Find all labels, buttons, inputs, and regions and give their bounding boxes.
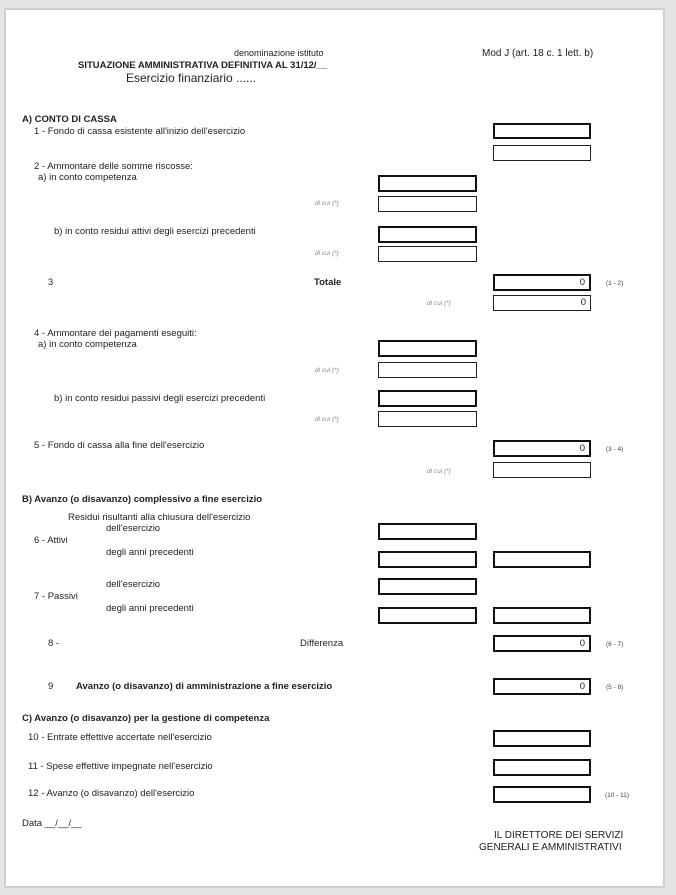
- row-6-esercizio-label: dell'esercizio: [106, 523, 161, 534]
- row-7-esercizio-input[interactable]: [378, 578, 477, 595]
- residui-label: Residui risultanti alla chiusura dell'esercizio: [68, 512, 251, 523]
- row-1-input-2[interactable]: [493, 145, 591, 161]
- row-3-note-input[interactable]: 0: [493, 295, 591, 311]
- row-2b-input[interactable]: [378, 226, 477, 243]
- row-2b-label: b) in conto residui attivi degli esercizi precedenti: [54, 226, 256, 237]
- document-title: SITUAZIONE AMMINISTRATIVA DEFINITIVA AL 31/12/__: [78, 60, 328, 71]
- row-12-label: 12 - Avanzo (o disavanzo) dell'esercizio: [28, 788, 195, 799]
- section-b-title: B) Avanzo (o disavanzo) complessivo a fine esercizio: [22, 494, 263, 505]
- row-8-label: Differenza: [300, 638, 344, 649]
- row-5-label: 5 - Fondo di cassa alla fine dell'esercizio: [34, 440, 205, 451]
- institute-name: denominazione istituto: [234, 48, 324, 58]
- row-11-label: 11 - Spese effettive impegnate nell'esercizio: [28, 761, 213, 772]
- row-8-formula: (6 - 7): [606, 641, 624, 648]
- row-7-precedenti-input[interactable]: [378, 607, 477, 624]
- row-7-precedenti-label: degli anni precedenti: [106, 603, 194, 614]
- row-8-input[interactable]: 0: [493, 635, 591, 652]
- signature-title-line1: IL DIRETTORE DEI SERVIZI: [494, 830, 624, 841]
- row-9-formula: (5 - 8): [606, 684, 624, 691]
- row-2b-note: di cui (*): [315, 250, 339, 257]
- row-6-precedenti-label: degli anni precedenti: [106, 547, 194, 558]
- row-1-label: 1 - Fondo di cassa esistente all'inizio dell'esercizio: [34, 126, 246, 137]
- row-4a-note: di cui (*): [315, 367, 339, 374]
- row-1-input[interactable]: [493, 123, 591, 139]
- row-5-formula: (3 - 4): [606, 446, 624, 453]
- row-4b-note: di cui (*): [315, 416, 339, 423]
- row-4b-input[interactable]: [378, 390, 477, 407]
- row-6-esercizio-input[interactable]: [378, 523, 477, 540]
- row-5-note: di cui (*): [427, 468, 451, 475]
- row-3-total-input[interactable]: 0: [493, 274, 591, 291]
- row-9-number: 9: [48, 681, 54, 692]
- row-4a-note-input[interactable]: [378, 362, 477, 378]
- date-field: Data __/__/__: [22, 818, 82, 829]
- row-8-number: 8 -: [48, 638, 60, 649]
- row-6-precedenti-input[interactable]: [378, 551, 477, 568]
- row-4b-label: b) in conto residui passivi degli esercizi precedenti: [54, 393, 266, 404]
- row-2a-label: a) in conto competenza: [38, 172, 137, 183]
- row-10-label: 10 - Entrate effettive accertate nell'esercizio: [28, 732, 212, 743]
- row-3-note: di cui (*): [427, 300, 451, 307]
- row-4-label: 4 - Ammontare dei pagamenti eseguiti:: [34, 328, 197, 339]
- row-7-esercizio-label: dell'esercizio: [106, 579, 161, 590]
- row-7-label: 7 - Passivi: [34, 591, 78, 602]
- signature-title-line2: GENERALI E AMMINISTRATIVI: [479, 842, 622, 853]
- row-5-input[interactable]: 0: [493, 440, 591, 457]
- row-7-total-input[interactable]: [493, 607, 591, 624]
- row-2-label: 2 - Ammontare delle somme riscosse:: [34, 161, 193, 172]
- row-10-input[interactable]: [493, 730, 591, 747]
- row-9-input[interactable]: 0: [493, 678, 591, 695]
- row-12-input[interactable]: [493, 786, 591, 803]
- row-4a-input[interactable]: [378, 340, 477, 357]
- row-2a-note: di cui (*): [315, 200, 339, 207]
- row-11-input[interactable]: [493, 759, 591, 776]
- fiscal-year: Esercizio finanziario ......: [126, 71, 257, 85]
- row-2b-note-input[interactable]: [378, 246, 477, 262]
- row-2a-note-input[interactable]: [378, 196, 477, 212]
- row-4a-label: a) in conto competenza: [38, 339, 137, 350]
- row-3-number: 3: [48, 277, 54, 288]
- row-2a-input[interactable]: [378, 175, 477, 192]
- section-c-title: C) Avanzo (o disavanzo) per la gestione di competenza: [22, 713, 270, 724]
- row-5-note-input[interactable]: [493, 462, 591, 478]
- section-a-title: A) CONTO DI CASSA: [22, 114, 117, 125]
- row-3-formula: (1 - 2): [606, 280, 624, 287]
- row-6-total-input[interactable]: [493, 551, 591, 568]
- document-page: [4, 8, 665, 888]
- model-reference: Mod J (art. 18 c. 1 lett. b): [482, 48, 594, 59]
- row-9-label: Avanzo (o disavanzo) di amministrazione a fine esercizio: [76, 681, 333, 692]
- row-12-formula: (10 - 11): [605, 792, 630, 799]
- row-6-label: 6 - Attivi: [34, 535, 68, 546]
- row-4b-note-input[interactable]: [378, 411, 477, 427]
- row-3-label: Totale: [314, 277, 342, 288]
